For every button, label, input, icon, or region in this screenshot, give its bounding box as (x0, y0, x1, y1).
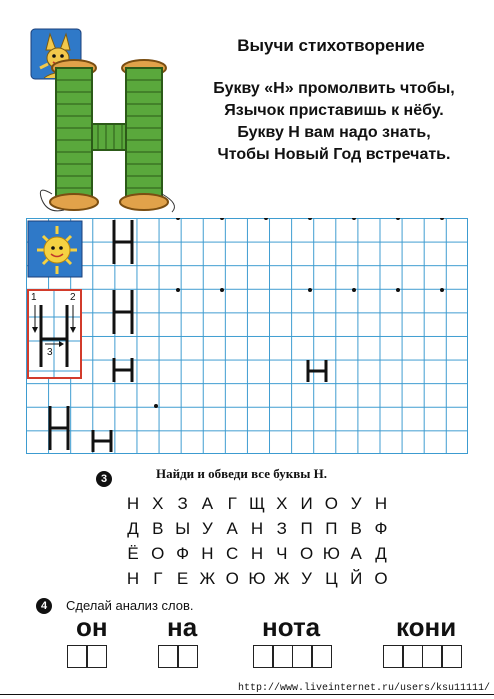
find-letters-title: Найди и обведи все буквы Н. (156, 466, 327, 481)
word-analysis-title: Сделай анализ слов. (66, 598, 194, 613)
poem-line: Язычок приставишь к нёбу. (224, 102, 444, 119)
bottom-rule (0, 694, 494, 695)
letter-cell[interactable]: А (201, 494, 214, 513)
letter-cell[interactable]: Ф (374, 519, 388, 538)
letter-cell[interactable]: Щ (249, 494, 265, 513)
sound-boxes-na[interactable] (159, 645, 198, 668)
letter-cell[interactable]: Е (176, 569, 189, 588)
poem-title: Выучи стихотворение (237, 36, 425, 55)
letter-cell[interactable]: Г (153, 569, 163, 588)
word-on: он (76, 612, 108, 642)
letter-cell[interactable]: Г (227, 494, 237, 513)
word-na: на (167, 612, 198, 642)
letter-cell[interactable]: Н (250, 519, 264, 538)
letter-cell[interactable]: Ю (322, 544, 340, 563)
letter-row (122, 544, 392, 569)
letter-cell[interactable]: О (151, 544, 165, 563)
letter-row (122, 494, 392, 519)
letter-cell[interactable]: Н (126, 569, 140, 588)
letter-cell[interactable]: Ф (176, 544, 190, 563)
letter-cell[interactable]: У (201, 519, 213, 538)
letter-cell[interactable]: Н (201, 544, 214, 563)
letter-h-samples (26, 218, 468, 454)
letter-cell[interactable]: И (300, 494, 313, 513)
letter-cell[interactable]: Д (127, 519, 139, 538)
letter-cell[interactable]: Д (375, 544, 387, 563)
letter-cell[interactable]: О (324, 494, 338, 513)
letter-cell[interactable]: Ы (175, 519, 191, 538)
section-4-badge: 4 (36, 598, 52, 614)
letter-cell[interactable]: О (299, 544, 314, 563)
stroke-number: 2 (70, 292, 76, 303)
letter-cell[interactable]: Ё (127, 544, 139, 563)
poem-line: Букву Н вам надо знать, (237, 124, 431, 141)
letter-cell[interactable]: С (226, 544, 239, 563)
word-nota: нота (262, 612, 321, 642)
letter-cell[interactable]: Ж (273, 569, 290, 588)
letter-search-table (122, 494, 392, 594)
poem-line: Чтобы Новый Год встречать. (217, 146, 451, 163)
source-url: http://www.liveinternet.ru/users/ksu11111/ (237, 683, 490, 694)
sound-boxes-nota[interactable] (254, 645, 332, 668)
letter-cell[interactable]: У (301, 569, 312, 588)
letter-cell[interactable]: В (152, 519, 164, 538)
letter-cell[interactable]: В (350, 519, 362, 538)
letter-row (122, 519, 392, 544)
letter-cell[interactable]: Х (276, 494, 288, 513)
sound-boxes-on[interactable] (68, 645, 107, 668)
letter-cell[interactable]: Ю (248, 569, 266, 588)
letter-cell[interactable]: П (300, 519, 313, 538)
letter-cell[interactable]: П (325, 519, 338, 538)
poem-line: Букву «Н» промолвить чтобы, (213, 80, 455, 97)
section-3-badge: 3 (96, 471, 112, 487)
letter-cell[interactable]: Ч (276, 544, 288, 563)
letter-cell[interactable]: Ж (199, 569, 216, 588)
letter-cell[interactable]: З (276, 519, 287, 538)
letter-cell[interactable]: О (225, 569, 239, 588)
letter-cell[interactable]: Х (152, 494, 164, 513)
letter-cell[interactable]: Н (126, 494, 140, 513)
poem-text (182, 78, 486, 166)
letter-row (122, 569, 392, 594)
stroke-number: 3 (47, 347, 53, 358)
letter-cell[interactable]: У (350, 494, 362, 513)
letter-cell[interactable]: А (226, 519, 238, 538)
letter-cell[interactable]: Й (350, 569, 363, 588)
letter-cell[interactable]: Н (374, 494, 388, 513)
letter-cell[interactable]: А (350, 544, 362, 563)
stroke-number: 1 (31, 292, 37, 303)
word-koni: кони (396, 612, 457, 642)
letter-cell[interactable]: Ц (325, 569, 338, 588)
sound-boxes-koni[interactable] (384, 645, 462, 668)
letter-cell[interactable]: З (177, 494, 188, 513)
letter-cell[interactable]: О (374, 569, 388, 588)
spool-letter-h-illustration (34, 54, 184, 218)
letter-cell[interactable]: Н (250, 544, 264, 563)
